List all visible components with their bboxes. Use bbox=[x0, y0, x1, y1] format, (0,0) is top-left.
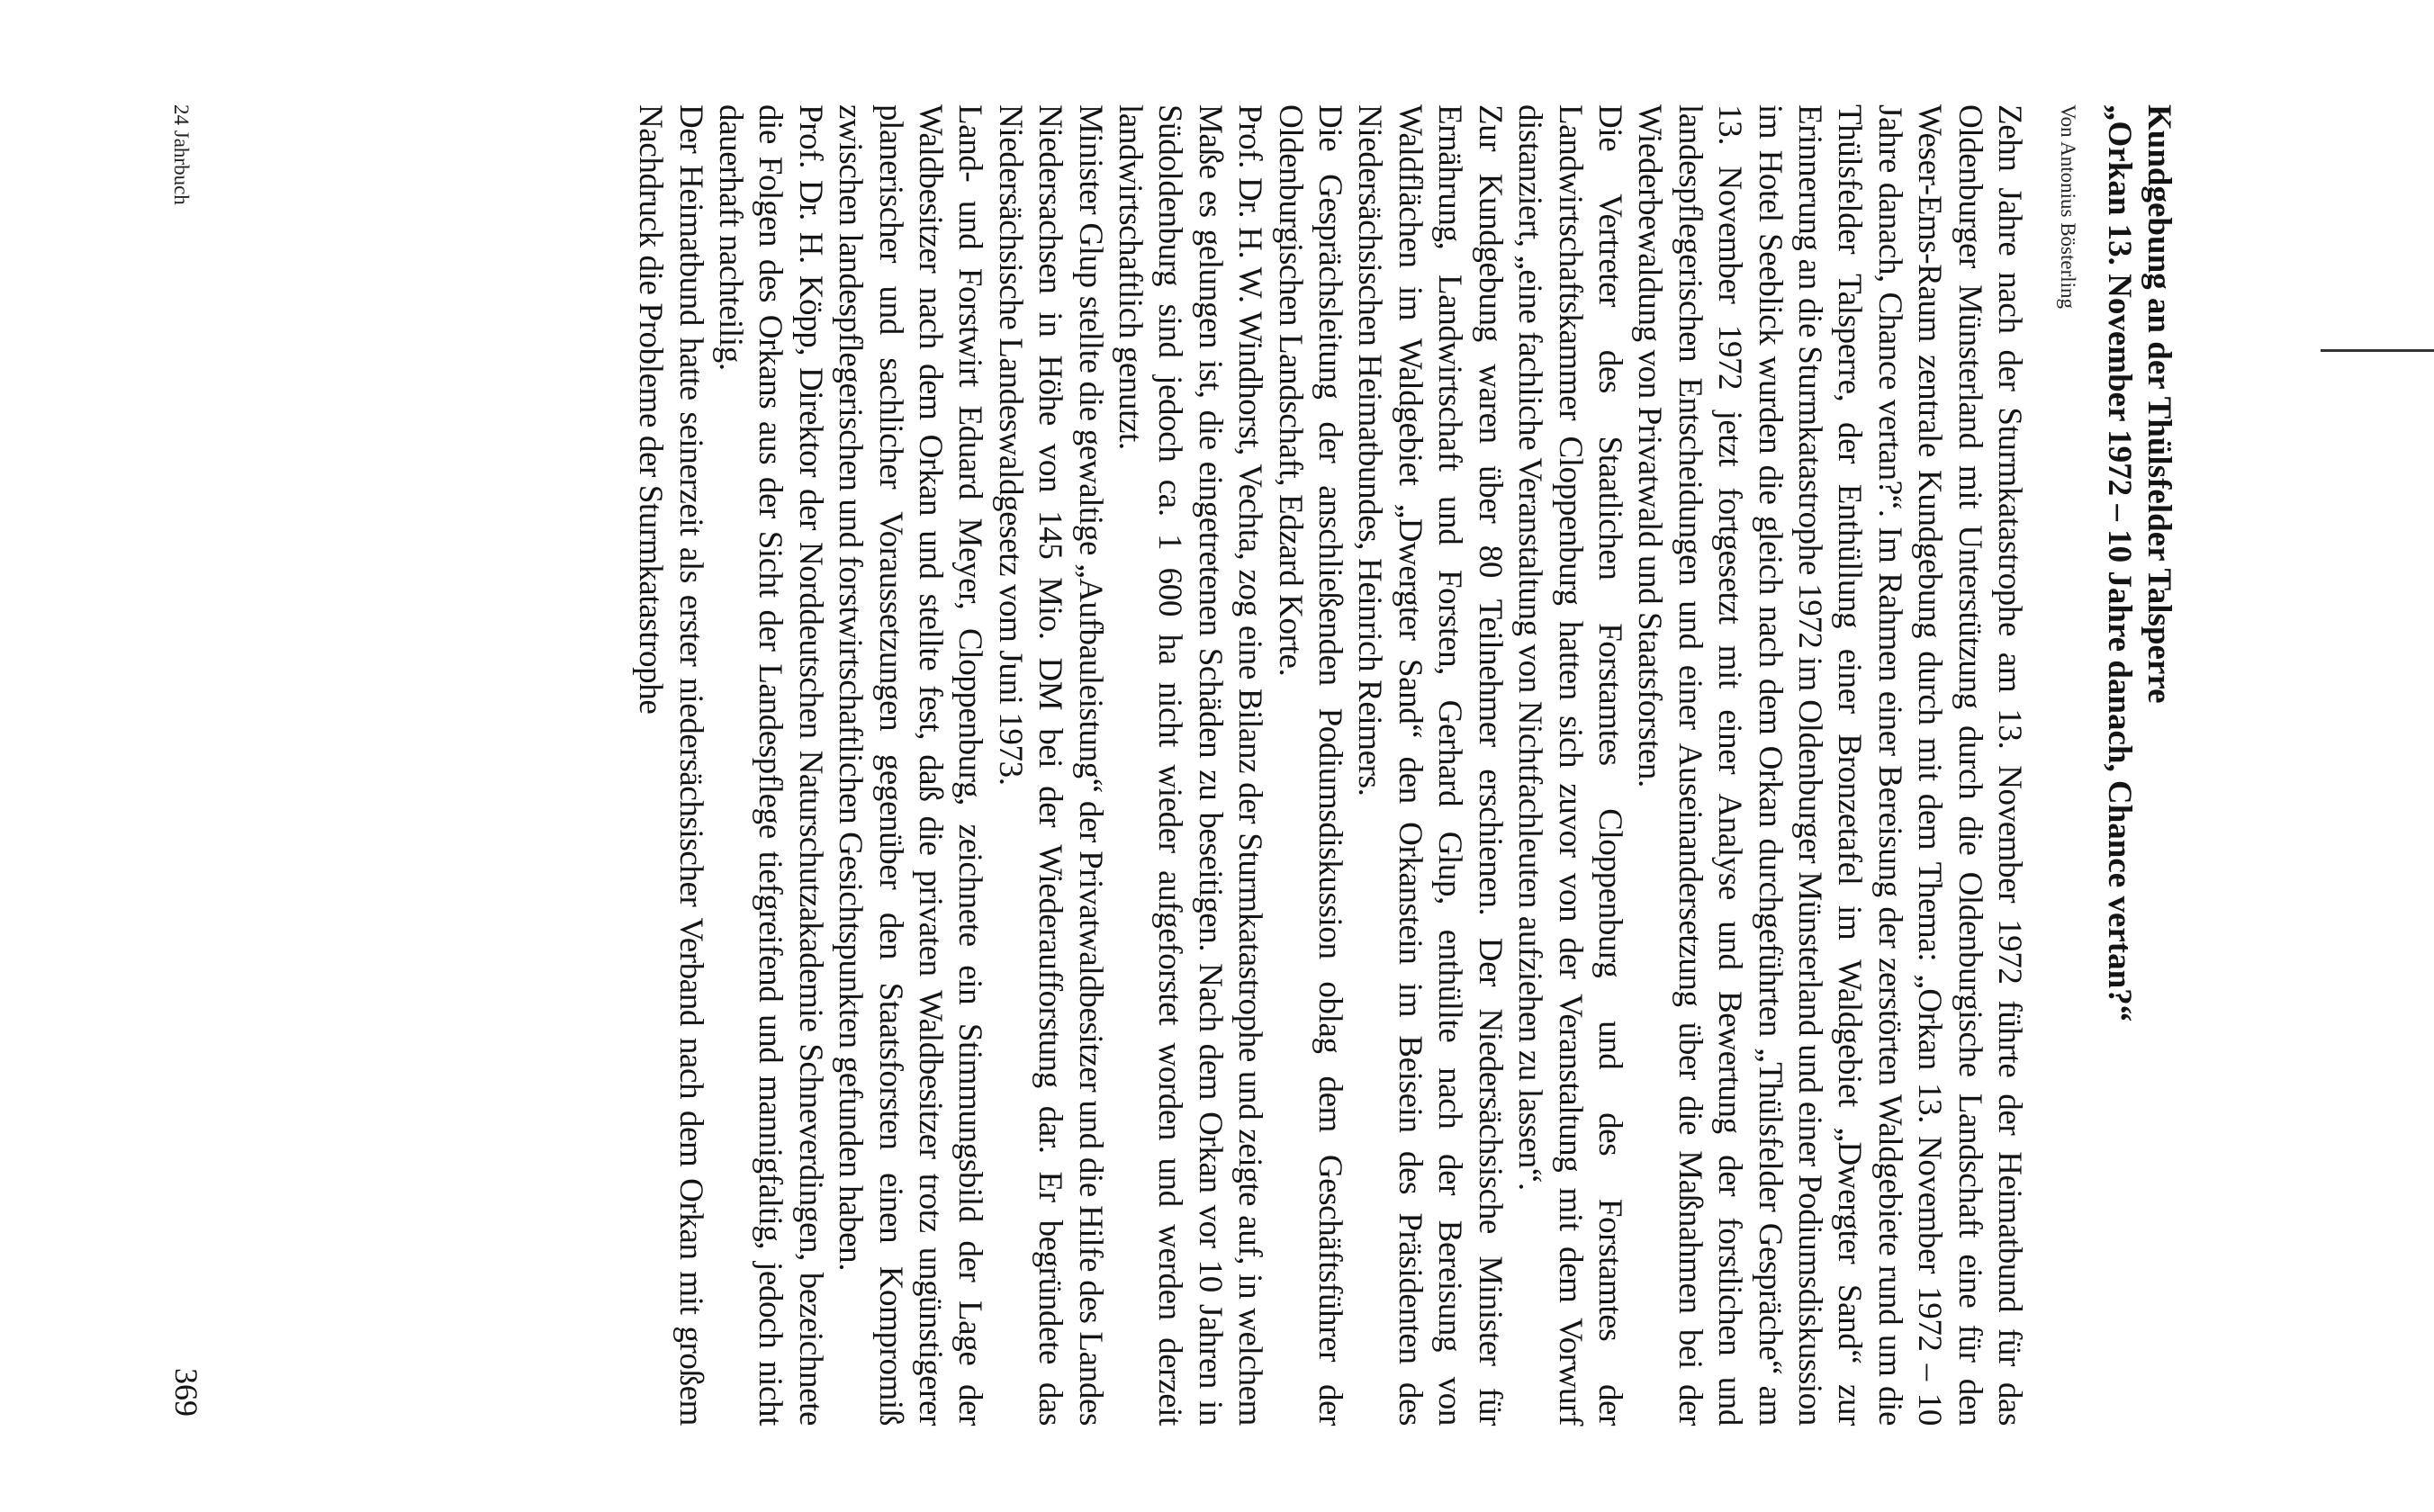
page-footer bbox=[164, 104, 204, 1426]
headline-line-2: „Orkan 13. November 1972 – 10 Jahre danach, Chance vertan?“ bbox=[2101, 104, 2138, 1022]
article-headline bbox=[2099, 104, 2178, 1426]
paragraph-5: Prof. Dr. H. W. Windhorst, Vechta, zog eine Bilanz der Sturmkatastrophe und zeigte auf, in welchem Maße es gelungen ist, die eingetretenen Schäden zu beseitigen. Nach dem Orkan vor 10 Jahren in Südoldenburg sind jedoch ca. 1 600 ha nicht wieder aufgeforstet worden und werden derzeit landwirtschaftlich genutzt. bbox=[1112, 104, 1269, 1426]
article bbox=[630, 104, 2178, 1426]
headline-line-1: Kundgebung an der Thülsfelder Talsperre bbox=[2141, 104, 2177, 704]
paragraph-9: Der Heimatbund hatte seinerzeit als erster niedersächsischer Verband nach dem Orkan mit großem Nachdruck die Probleme der Sturmkatastrophe bbox=[632, 104, 709, 1426]
paragraph-4: Die Gesprächsleitung der anschließenden Podiumsdiskussion oblag dem Geschäftsführer der Oldenburgischen Landschaft, Edzard Korte. bbox=[1271, 104, 1349, 1426]
page-number: 369 bbox=[168, 1368, 204, 1417]
paragraph-1: Zehn Jahre nach der Sturmkatastrophe am 13. November 1972 führte der Heimatbund für das Oldenburger Münsterland mit Unterstützung durch die Oldenburgische Landschaft eine für den Weser-Ems-Raum zentrale Kundgebung durch mit dem Thema: „Orkan 13. November 1972 – 10 Jahre danach, Chance vertan?“. Im Rahmen einer Bereisung der zerstörten Waldgebiete rund um die Thülsfelder Talsperre, der Enthüllung einer Bronzetafel im Waldgebiet „Dwergter Sand“ zur Erinnerung an die Sturmkatastrophe 1972 im Oldenburger Münsterland und einer Podiumsdiskussion im Hotel Seeblick wurden die gleich nach dem Orkan durchgeführten „Thülsfelder Gespräche“ am 13. November 1972 jetzt fortgesetzt mit einer Analyse und Bewertung der forstlichen und landespflegerischen Entscheidungen und einer Auseinandersetzung über die Maßnahmen bei der Wiederbewaldung von Privatwald und Staatsforsten. bbox=[1631, 104, 2028, 1426]
paragraph-8: Prof. Dr. H. Köpp, Direktor der Norddeutschen Naturschutzakademie Schneverdingen, bezeichnete die Folgen des Orkans aus der Sicht der Landespflege tiefgreifend und mannigfaltig, jedoch nicht dauerhaft nachteilig. bbox=[712, 104, 829, 1426]
running-footer-label: 24 Jahrbuch bbox=[170, 104, 193, 205]
article-byline: Von Antonius Bösterling bbox=[2057, 104, 2079, 310]
paragraph-6: Minister Glup stellte die gewaltige „Aufbauleistung“ der Privatwaldbesitzer und die Hilfe des Landes Niedersachsen in Höhe von 145 Mio. DM bei der Wiederaufforstung dar. Er begründete das Niedersächsische Landeswaldgesetz vom Juni 1973. bbox=[991, 104, 1109, 1426]
paragraph-7: Land- und Forstwirt Eduard Meyer, Cloppenburg, zeichnete ein Stimmungsbild der Lage der Waldbesitzer nach dem Orkan und stellte fest, daß die privaten Waldbesitzer trotz ungünstigerer planerischer und sachlicher Voraussetzungen gegenüber den Staatsforsten einen Kompromiß zwischen landespflegerischen und forstwirtschaftlichen Gesichtspunkten gefunden haben. bbox=[832, 104, 989, 1426]
paragraph-3: Zur Kundgebung waren über 80 Teilnehmer erschienen. Der Niedersächsische Minister für Ernährung, Landwirtschaft und Forsten, Gerhard Glup, enthüllte nach der Bereisung von Waldflächen im Waldgebiet „Dwergter Sand“ den Orkanstein im Beisein des Präsidenten des Niedersächsischen Heimatbundes, Heinrich Reimers. bbox=[1351, 104, 1509, 1426]
paragraph-2: Die Vertreter des Staatlichen Forstamtes Cloppenburg und des Forstamtes der Landwirtschaftskammer Cloppenburg hatten sich zuvor von der Veranstaltung mit dem Vorwurf distanziert, „eine fachliche Veranstaltung von Nichtfachleuten aufziehen zu lassen“. bbox=[1511, 104, 1628, 1426]
scan-edge-mark bbox=[2321, 349, 2434, 352]
